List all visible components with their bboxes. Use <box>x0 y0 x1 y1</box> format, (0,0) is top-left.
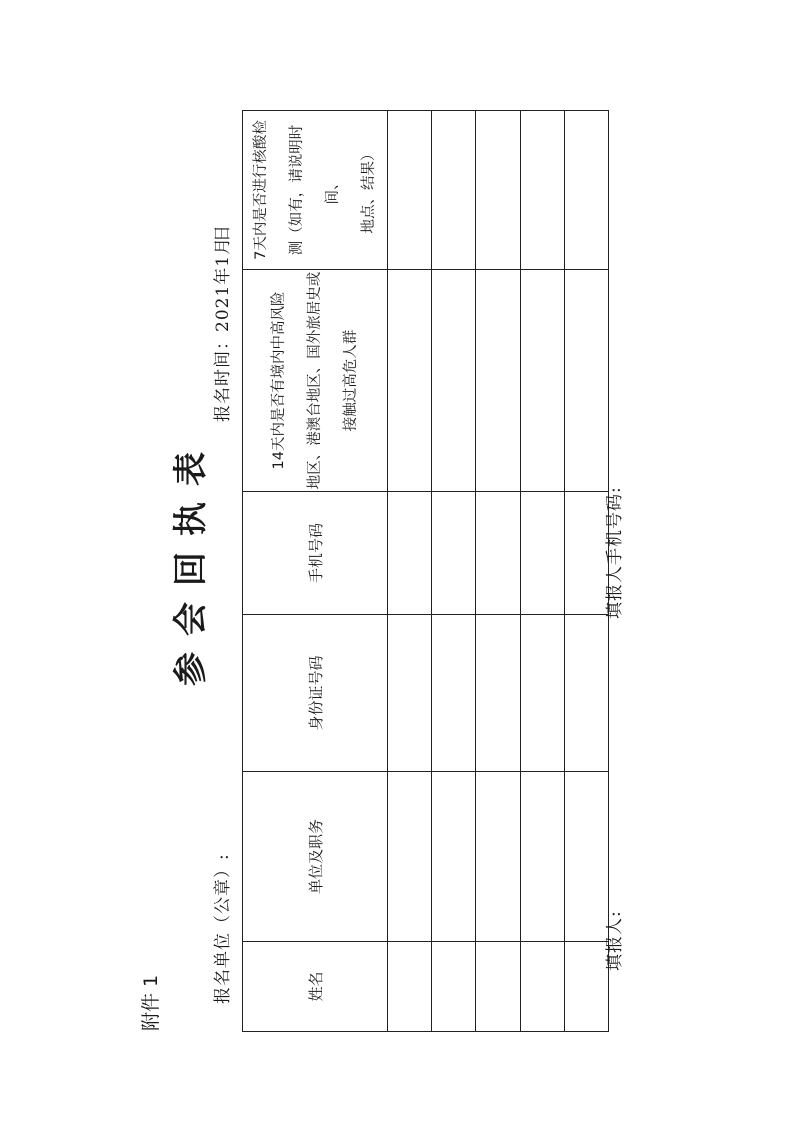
table-cell[interactable] <box>520 270 564 492</box>
attachment-label: 附件 1 <box>140 974 162 1031</box>
table-cell[interactable] <box>432 942 476 1032</box>
table-cell[interactable] <box>432 772 476 942</box>
table-row <box>476 111 520 1032</box>
table-cell[interactable] <box>520 772 564 942</box>
table-cell[interactable] <box>564 111 608 270</box>
header-id-number: 身份证号码 <box>243 615 388 772</box>
table-cell[interactable] <box>564 270 608 492</box>
signup-time-label: 报名时间：2021年1月 <box>213 236 233 422</box>
table-row <box>520 111 564 1032</box>
table-row <box>388 111 432 1032</box>
table-cell[interactable] <box>476 942 520 1032</box>
table-row <box>432 111 476 1032</box>
table-cell[interactable] <box>432 270 476 492</box>
table-cell[interactable] <box>520 942 564 1032</box>
table-cell[interactable] <box>432 615 476 772</box>
header-nucleic-test: 7天内是否进行核酸检 测（如有，请说明时间、 地点、结果） <box>243 111 388 270</box>
table-cell[interactable] <box>520 492 564 615</box>
filler-phone-label: 填报人手机号码: <box>605 486 625 619</box>
table-cell[interactable] <box>388 772 432 942</box>
table-cell[interactable] <box>564 615 608 772</box>
table-header-row <box>243 111 388 1032</box>
table-cell[interactable] <box>476 270 520 492</box>
table-cell[interactable] <box>432 492 476 615</box>
table-cell[interactable] <box>476 111 520 270</box>
filler-label: 填报人: <box>605 910 625 971</box>
table-cell[interactable] <box>432 111 476 270</box>
table-cell[interactable] <box>388 111 432 270</box>
table-cell[interactable] <box>476 492 520 615</box>
table-cell[interactable] <box>520 111 564 270</box>
registration-table <box>242 110 609 1032</box>
table-cell[interactable] <box>520 615 564 772</box>
signup-unit-label: 报名单位（公章）: <box>213 853 233 1004</box>
table-cell[interactable] <box>388 492 432 615</box>
header-risk-travel: 14天内是否有境内中高风险 地区、港澳台地区、国外旅居史或 接触过高危人群 <box>243 270 388 492</box>
page-title: 参会回执表 <box>171 436 211 686</box>
table-cell[interactable] <box>388 270 432 492</box>
table-cell[interactable] <box>388 942 432 1032</box>
table-cell[interactable] <box>476 615 520 772</box>
signup-time-day: 日 <box>213 225 233 242</box>
header-phone: 手机号码 <box>243 492 388 615</box>
header-name: 姓名 <box>243 942 388 1032</box>
header-unit-position: 单位及职务 <box>243 772 388 942</box>
table-cell[interactable] <box>476 772 520 942</box>
table-cell[interactable] <box>388 615 432 772</box>
